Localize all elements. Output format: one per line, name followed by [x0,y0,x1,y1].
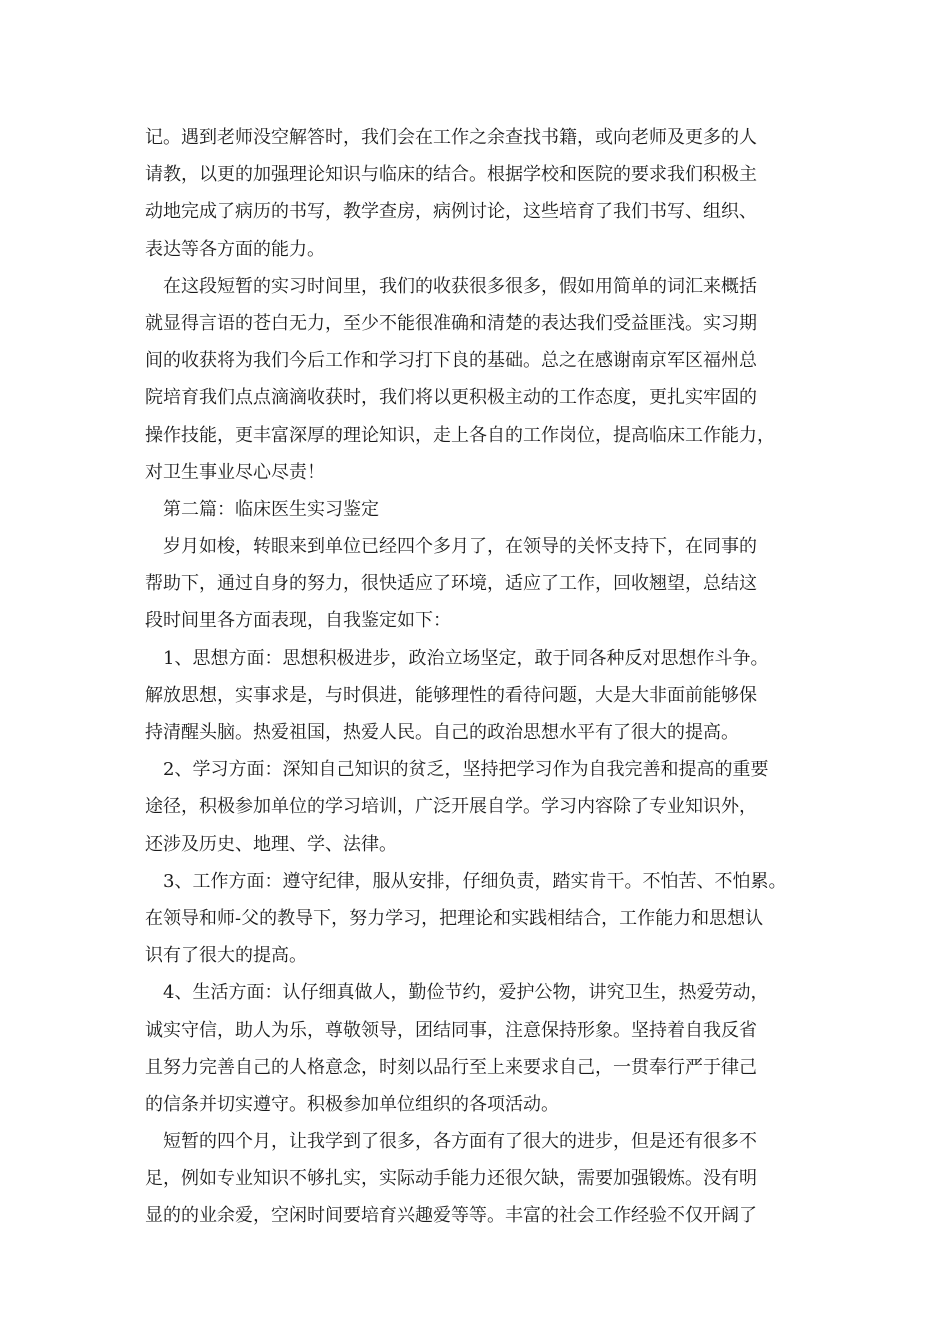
document-body [145,119,815,1235]
text-line: 且努力完善自己的人格意念，时刻以品行至上来要求自己，一贯奉行严于律己 [145,1056,757,1078]
text-line: 解放思想，实事求是，与时俱进，能够理性的看待问题，大是大非面前能够保 [145,684,757,706]
text-line: 段时间里各方面表现，自我鉴定如下： [145,610,451,632]
text-line: 在领导和师-父的教导下，努力学习，把理论和实践相结合，工作能力和思想认 [145,907,764,929]
text-line: 第二篇：临床医生实习鉴定 [163,498,379,520]
text-line: 院培育我们点点滴滴收获时，我们将以更积极主动的工作态度，更扎实牢固的 [145,387,757,409]
text-line: 间的收获将为我们今后工作和学习打下良的基础。总之在感谢南京军区福州总 [145,350,757,372]
text-line: 持清醒头脑。热爱祖国，热爱人民。自己的政治思想水平有了很大的提高。 [145,722,739,743]
text-line: 短暂的四个月，让我学到了很多，各方面有了很大的进步，但是还有很多不 [163,1131,757,1153]
text-line: 4、生活方面：认仔细真做人，勤俭节约，爱护公物，讲究卫生，热爱劳动， [163,982,769,1004]
text-line: 2、学习方面：深知自己知识的贫乏，坚持把学习作为自我完善和提高的重要 [163,759,769,781]
text-line: 表达等各方面的能力。 [145,238,325,260]
text-line: 对卫生事业尽心尽责！ [145,461,325,483]
text-line: 的信条并切实遵守。积极参加单位组织的各项活动。 [145,1093,559,1115]
text-line: 3、工作方面：遵守纪律，服从安排，仔细负责，踏实肯干。不怕苦、不怕累。 [163,870,787,892]
text-line: 诚实守信，助人为乐，尊敬领导，团结同事，注意保持形象。坚持着自我反省 [145,1019,757,1041]
text-line: 动地完成了病历的书写，教学查房，病例讨论，这些培育了我们书写、组织、 [145,201,757,223]
text-line: 途径，积极参加单位的学习培训，广泛开展自学。学习内容除了专业知识外， [145,796,757,818]
text-line: 记。遇到老师没空解答时，我们会在工作之余查找书籍，或向老师及更多的人 [145,127,757,148]
text-line: 帮助下，通过自身的努力，很快适应了环境，适应了工作，回收翘望，总结这 [145,573,757,595]
text-line: 就显得言语的苍白无力，至少不能很准确和清楚的表达我们受益匪浅。实习期 [145,312,757,334]
text-line: 请教，以更的加强理论知识与临床的结合。根据学校和医院的要求我们积极主 [145,164,757,186]
text-line: 还涉及历史、地理、学、法律。 [145,833,397,855]
text-line: 1、思想方面：思想积极进步，政治立场坚定，敢于同各种反对思想作斗争。 [163,647,769,669]
text-line: 操作技能，更丰富深厚的理论知识，走上各自的工作岗位，提高临床工作能力， [145,424,775,446]
text-line: 显的的业余爱，空闲时间要培育兴趣爱等等。丰富的社会工作经验不仅开阔了 [145,1205,757,1227]
text-line: 在这段短暂的实习时间里，我们的收获很多很多，假如用简单的词汇来概括 [163,275,757,297]
text-line: 足，例如专业知识不够扎实，实际动手能力还很欠缺，需要加强锻炼。没有明 [145,1168,757,1190]
text-line: 识有了很大的提高。 [145,945,307,967]
text-line: 岁月如梭，转眼来到单位已经四个多月了，在领导的关怀支持下，在同事的 [163,536,757,558]
